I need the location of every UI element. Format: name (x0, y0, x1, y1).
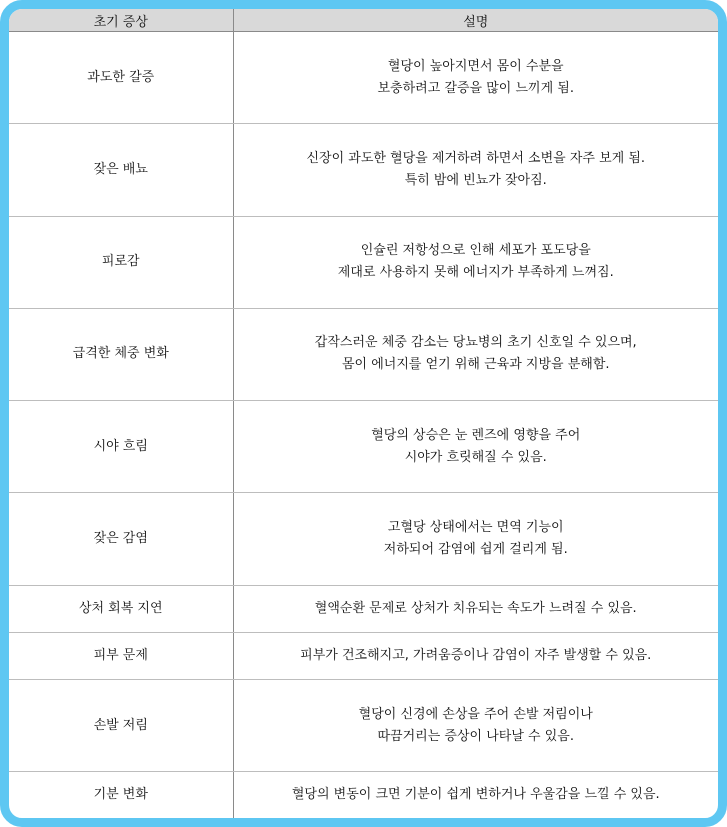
description-cell (233, 772, 718, 818)
description-line: 혈당의 상승은 눈 렌즈에 영향을 주어 (371, 427, 581, 443)
description-cell (233, 32, 718, 124)
description-line: 시야가 흐릿해질 수 있음. (404, 449, 547, 465)
description-line: 신장이 과도한 혈당을 제거하려 하면서 소변을 자주 보게 됨. (306, 150, 646, 166)
table-row (9, 32, 718, 124)
description-line: 제대로 사용하지 못해 에너지가 부족하게 느껴짐. (337, 265, 614, 281)
description-cell (233, 680, 718, 772)
table-row (9, 493, 718, 585)
symptom-cell: 기분 변화 (9, 772, 233, 818)
header-row (9, 9, 718, 32)
symptom-cell: 피로감 (9, 216, 233, 308)
symptom-cell: 급격한 체중 변화 (9, 308, 233, 400)
description-line: 몸이 에너지를 얻기 위해 근육과 지방을 분해함. (341, 357, 610, 373)
symptom-cell: 피부 문제 (9, 632, 233, 679)
table-row (9, 124, 718, 216)
description-line: 혈당이 높아지면서 몸이 수분을 (387, 58, 564, 74)
description-line: 따끔거리는 증상이 나타날 수 있음. (377, 728, 574, 744)
description-line: 인슐린 저항성으로 인해 세포가 포도당을 (360, 243, 591, 259)
symptoms-table (9, 9, 718, 818)
table-row (9, 308, 718, 400)
description-cell (233, 493, 718, 585)
description-line: 갑작스러운 체중 감소는 당뇨병의 초기 신호일 수 있으며, (314, 335, 637, 351)
description-line: 혈당이 신경에 손상을 주어 손발 저림이나 (358, 706, 593, 722)
symptom-cell: 상처 회복 지연 (9, 585, 233, 632)
table-row (9, 401, 718, 493)
description-cell (233, 124, 718, 216)
symptom-cell: 손발 저림 (9, 680, 233, 772)
table-row (9, 680, 718, 772)
header-symptom: 초기 증상 (9, 9, 233, 32)
description-line: 혈당의 변동이 크면 기분이 쉽게 변하거나 우울감을 느낄 수 있음. (291, 787, 660, 803)
table-row (9, 216, 718, 308)
symptom-cell: 과도한 갈증 (9, 32, 233, 124)
description-line: 고혈당 상태에서는 면역 기능이 (387, 520, 564, 536)
table-row (9, 772, 718, 818)
description-line: 보충하려고 갈증을 많이 느끼게 됨. (377, 80, 574, 96)
header-description: 설명 (233, 9, 718, 32)
description-cell (233, 632, 718, 679)
symptom-cell: 잦은 배뇨 (9, 124, 233, 216)
table-row (9, 632, 718, 679)
table-row (9, 585, 718, 632)
description-line: 저하되어 감염에 쉽게 걸리게 됨. (383, 542, 568, 558)
description-line: 피부가 건조해지고, 가려움증이나 감염이 자주 발생할 수 있음. (300, 647, 652, 663)
description-cell (233, 585, 718, 632)
description-line: 특히 밤에 빈뇨가 잦아짐. (404, 172, 547, 188)
description-cell (233, 308, 718, 400)
symptom-cell: 시야 흐림 (9, 401, 233, 493)
symptom-cell: 잦은 감염 (9, 493, 233, 585)
description-cell (233, 401, 718, 493)
description-cell (233, 216, 718, 308)
description-line: 혈액순환 문제로 상처가 치유되는 속도가 느려질 수 있음. (314, 600, 637, 616)
